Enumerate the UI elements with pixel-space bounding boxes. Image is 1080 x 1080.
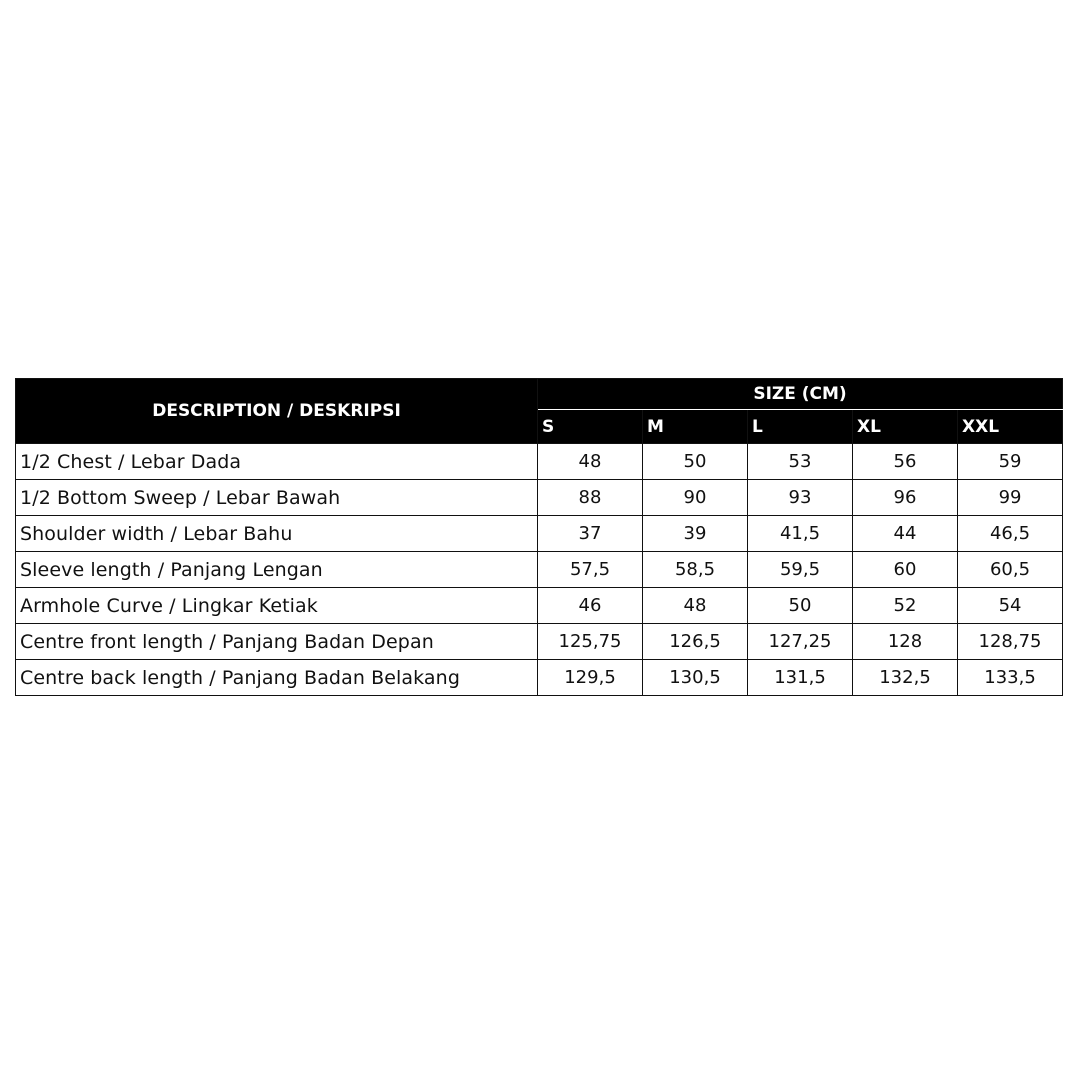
table-row bbox=[16, 552, 1063, 588]
row-label-shoulder-width: Shoulder width / Lebar Bahu bbox=[16, 516, 538, 552]
table-cell: 130,5 bbox=[643, 660, 748, 696]
row-label-centre-back-length: Centre back length / Panjang Badan Belakang bbox=[16, 660, 538, 696]
row-label-bottom-sweep: 1/2 Bottom Sweep / Lebar Bawah bbox=[16, 480, 538, 516]
table-cell: 57,5 bbox=[538, 552, 643, 588]
size-column-header-s: S bbox=[538, 410, 643, 444]
table-row bbox=[16, 480, 1063, 516]
table-cell: 128 bbox=[853, 624, 958, 660]
table-cell: 37 bbox=[538, 516, 643, 552]
table-cell: 93 bbox=[748, 480, 853, 516]
table-cell: 44 bbox=[853, 516, 958, 552]
table-cell: 59 bbox=[958, 444, 1063, 480]
row-label-chest: 1/2 Chest / Lebar Dada bbox=[16, 444, 538, 480]
size-chart-table bbox=[15, 378, 1063, 696]
table-cell: 58,5 bbox=[643, 552, 748, 588]
table-cell: 131,5 bbox=[748, 660, 853, 696]
table-row bbox=[16, 444, 1063, 480]
table-cell: 127,25 bbox=[748, 624, 853, 660]
table-cell: 48 bbox=[538, 444, 643, 480]
table-cell: 60 bbox=[853, 552, 958, 588]
table-cell: 46,5 bbox=[958, 516, 1063, 552]
table-cell: 41,5 bbox=[748, 516, 853, 552]
table-cell: 96 bbox=[853, 480, 958, 516]
table-cell: 48 bbox=[643, 588, 748, 624]
size-column-header-xxl: XXL bbox=[958, 410, 1063, 444]
table-cell: 56 bbox=[853, 444, 958, 480]
table-cell: 132,5 bbox=[853, 660, 958, 696]
table-row bbox=[16, 660, 1063, 696]
table-row bbox=[16, 588, 1063, 624]
description-header: DESCRIPTION / DESKRIPSI bbox=[16, 379, 538, 444]
table-cell: 59,5 bbox=[748, 552, 853, 588]
size-column-header-xl: XL bbox=[853, 410, 958, 444]
table-cell: 54 bbox=[958, 588, 1063, 624]
table-cell: 126,5 bbox=[643, 624, 748, 660]
table-cell: 53 bbox=[748, 444, 853, 480]
size-column-header-m: M bbox=[643, 410, 748, 444]
row-label-armhole-curve: Armhole Curve / Lingkar Ketiak bbox=[16, 588, 538, 624]
table-cell: 46 bbox=[538, 588, 643, 624]
table-cell: 50 bbox=[643, 444, 748, 480]
table-cell: 125,75 bbox=[538, 624, 643, 660]
table-cell: 52 bbox=[853, 588, 958, 624]
table-cell: 99 bbox=[958, 480, 1063, 516]
table-row bbox=[16, 516, 1063, 552]
table-cell: 50 bbox=[748, 588, 853, 624]
table-cell: 129,5 bbox=[538, 660, 643, 696]
table-cell: 39 bbox=[643, 516, 748, 552]
size-column-header-l: L bbox=[748, 410, 853, 444]
table-cell: 133,5 bbox=[958, 660, 1063, 696]
table-cell: 88 bbox=[538, 480, 643, 516]
size-header: SIZE (CM) bbox=[538, 379, 1063, 410]
table-cell: 60,5 bbox=[958, 552, 1063, 588]
row-label-centre-front-length: Centre front length / Panjang Badan Depan bbox=[16, 624, 538, 660]
table-cell: 128,75 bbox=[958, 624, 1063, 660]
table-row bbox=[16, 624, 1063, 660]
row-label-sleeve-length: Sleeve length / Panjang Lengan bbox=[16, 552, 538, 588]
table-cell: 90 bbox=[643, 480, 748, 516]
